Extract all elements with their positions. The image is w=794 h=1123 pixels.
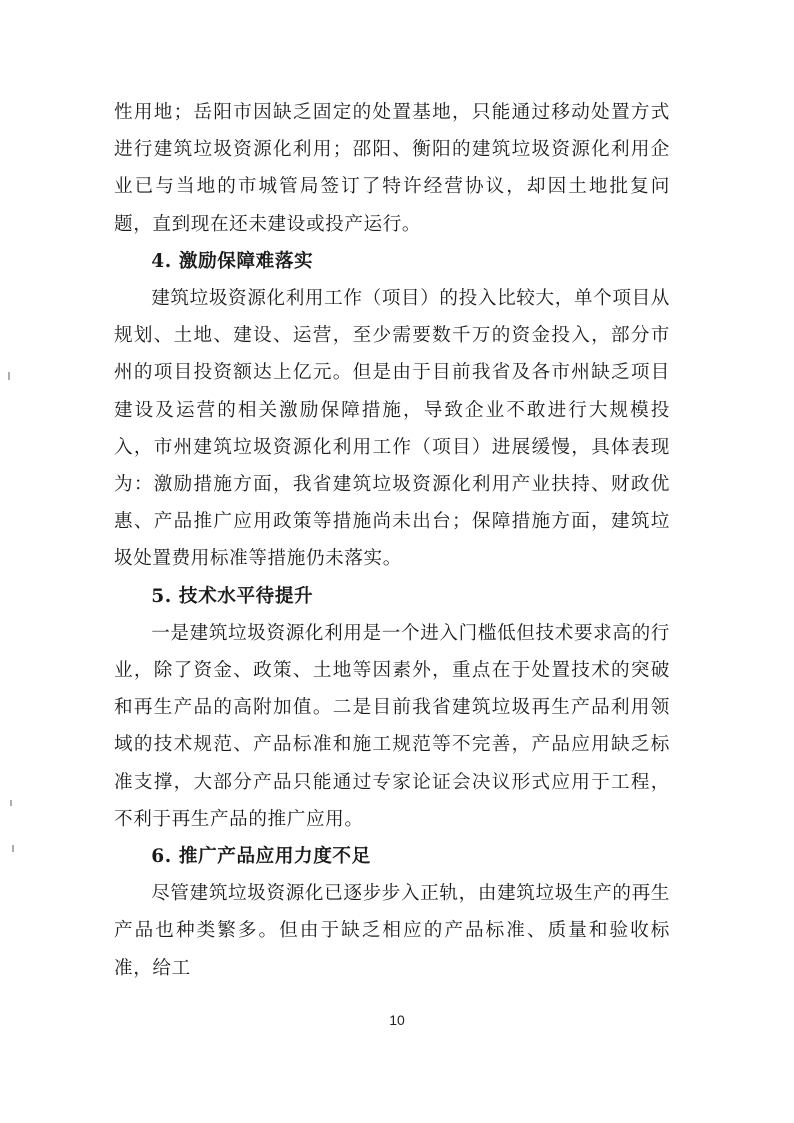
section-heading-6: 6. 推广产品应用力度不足 [151, 846, 371, 868]
paragraph-technology: 一是建筑垃圾资源化利用是一个进入门槛低但技术要求高的行业，除了资金、政策、土地等因素外，重点在于处置技术的突破和再生产品的高附加值。二是目前我省建筑垃圾再生产品利用领域的技术规范、产品标准和施工规范等不完善，产品应用缺乏标准支撑，大部分产品只能通过专家论证会决议形式应用于工程，不利于再生产品的推广应用。 [114, 622, 670, 830]
document-body [114, 94, 670, 987]
scan-artifact-mark [10, 800, 12, 806]
section-heading-4: 4. 激励保障难落实 [151, 250, 314, 272]
paragraph-land-issue: 性用地；岳阳市因缺乏固定的处置基地，只能通过移动处置方式进行建筑垃圾资源化利用；邵阳、衡阳的建筑垃圾资源化利用企业已与当地的市城管局签订了特许经营协议，却因土地批复问题，直到现在还未建设或投产运行。 [114, 102, 670, 235]
scan-artifact-mark [12, 845, 14, 852]
section-heading-5: 5. 技术水平待提升 [151, 585, 314, 607]
scan-artifact-mark [8, 372, 10, 380]
paragraph-incentive: 建筑垃圾资源化利用工作（项目）的投入比较大，单个项目从规划、土地、建设、运营，至少需要数千万的资金投入，部分市州的项目投资额达上亿元。但是由于目前我省及各市州缺乏项目建设及运营的相关激励保障措施，导致企业不敢进行大规模投入，市州建筑垃圾资源化利用工作（项目）进展缓慢，具体表现为：激励措施方面，我省建筑垃圾资源化利用产业扶持、财政优惠、产品推广应用政策等措施尚未出台；保障措施方面，建筑垃圾处置费用标准等措施仍未落实。 [114, 288, 670, 570]
page-number: 10 [389, 1012, 405, 1028]
paragraph-promotion: 尽管建筑垃圾资源化已逐步步入正轨，由建筑垃圾生产的再生产品也种类繁多。但由于缺乏相应的产品标准、质量和验收标准，给工 [114, 883, 670, 979]
